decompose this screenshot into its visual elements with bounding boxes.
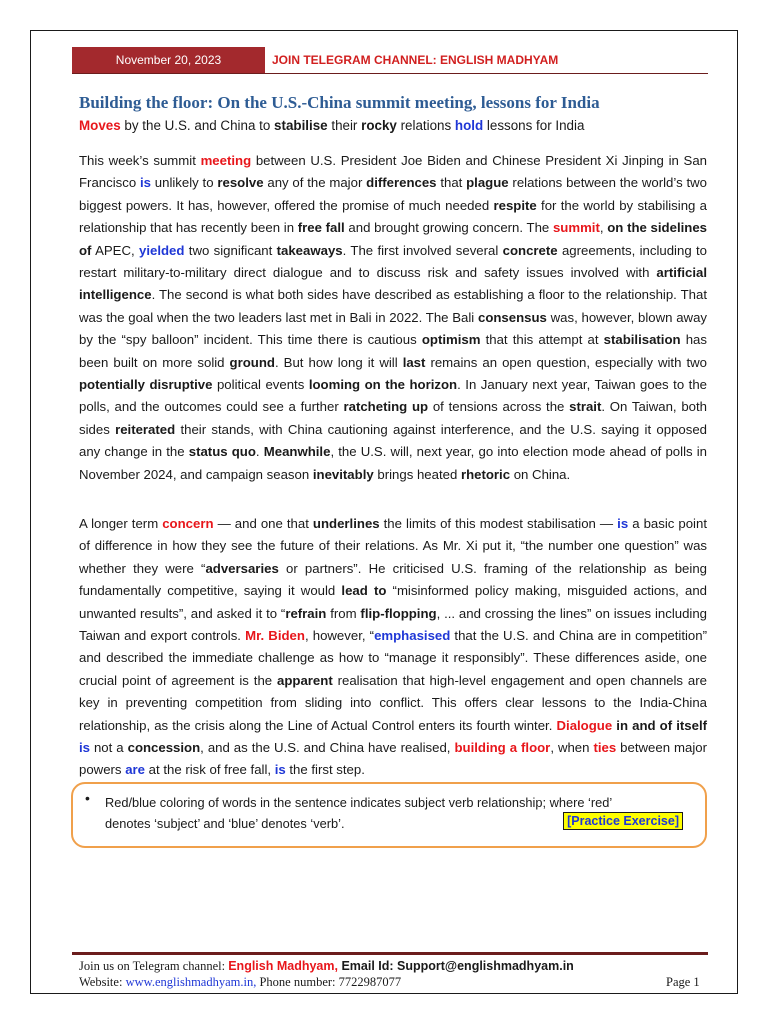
key-word: optimism	[421, 332, 481, 348]
footer-telegram-prefix: Join us on Telegram channel:	[79, 959, 229, 973]
footer-website-link[interactable]: www.englishmadhyam.in,	[125, 975, 257, 989]
subject-word: Moves	[79, 118, 121, 133]
key-word: resolve	[217, 175, 264, 191]
key-word: rhetoric	[460, 466, 511, 482]
key-word: differences	[366, 175, 437, 191]
verb-word: is	[79, 740, 90, 756]
key-word: on the sidelines of	[79, 220, 708, 258]
key-word: rocky	[361, 118, 397, 133]
header-bar	[72, 47, 708, 74]
footer-website-prefix: Website:	[79, 975, 126, 989]
key-word: artificial intelligence	[79, 265, 707, 303]
key-word: consensus	[477, 309, 547, 325]
key-word: status quo	[188, 444, 256, 460]
key-word: respite	[493, 197, 537, 213]
key-word: adversaries	[205, 560, 279, 576]
verb-word: are	[125, 762, 145, 778]
article-title: Building the floor: On the U.S.-China summit meeting, lessons for India	[79, 93, 600, 112]
practice-exercise-badge: [Practice Exercise]	[563, 812, 683, 830]
key-word: stabilise	[274, 118, 328, 133]
verb-word: yielded	[138, 242, 185, 258]
note-text: Red/blue coloring of words in the sentence indicates subject verb relationship; where ‘red’ denotes ‘subject’ and ‘blue’ denotes ‘verb’.	[105, 795, 612, 831]
subject-word: meeting	[200, 153, 252, 168]
key-word: Meanwhile	[263, 444, 331, 460]
key-word: reiterated	[115, 421, 176, 437]
key-word: takeaways	[276, 242, 343, 258]
key-word: free fall	[297, 220, 345, 236]
key-word: in and of itself	[616, 717, 707, 733]
key-word: last	[402, 354, 426, 370]
key-word: strait	[569, 399, 602, 415]
footer-email: Email Id: Support@englishmadhyam.in	[337, 959, 574, 973]
verb-word: is	[274, 762, 286, 778]
verb-word: emphasised	[374, 628, 451, 644]
footer-channel-name: English Madhyam,	[228, 959, 338, 973]
subject-word: Dialogue	[556, 717, 613, 733]
subject-word: summit	[552, 220, 600, 236]
subject-word: Mr. Biden	[245, 628, 305, 644]
page-number: Page 1	[666, 975, 700, 989]
key-word: underlines	[312, 516, 380, 531]
subject-word: ties	[593, 740, 617, 756]
key-word: apparent	[277, 672, 333, 688]
note-box	[71, 782, 707, 848]
date-label: November 20, 2023	[72, 47, 265, 73]
footer-website-line	[79, 975, 401, 990]
key-word: lead to	[341, 583, 387, 599]
key-word: flip-flopping	[360, 605, 437, 621]
verb-word: hold	[454, 118, 484, 133]
subject-word: concern	[162, 516, 214, 531]
footer-divider	[72, 952, 708, 955]
note-bullet: •	[85, 790, 90, 806]
key-word: inevitably	[312, 466, 374, 482]
article-paragraph-2: A longer term concern — and one that underlines the limits of this modest stabilisation — is a basic point of difference in how they see the future of their relations. As Mr. Xi put it, “the number one question” was whether they were “adversaries or partners”. He criticised U.S. framing of the relationship as being fundamentally competitive, saying it would lead to “misinformed policy making, misguided actions, and unwanted results”, and asked it to “refrain from flip-flopping, ... and crossing the lines” on issues including Taiwan and export controls. Mr. Biden, however, “emphasised that the U.S. and China are in competition” and described the immediate challenge as how to “manage it responsibly”. These differences aside, one crucial point of agreement is the apparent realisation that high-level engagement and open channels are key in preventing competition from sliding into conflict. This offers clear lessons to the India-China relationship, as the crisis along the Line of Actual Control enters its fourth winter. Dialogue in and of itself is not a concession, and as the U.S. and China have realised, building a floor, when ties between major powers are at the risk of free fall, is the first step.	[79, 516, 708, 778]
article-paragraph-1: This week’s summit meeting between U.S. President Joe Biden and Chinese President Xi Jinping in San Francisco is unlikely to resolve any of the major differences that plague relations between the world’s two biggest powers. It has, however, offered the promise of much needed respite for the world by stabilising a relationship that has recently been in free fall and brought growing concern. The summit, on the sidelines of APEC, yielded two significant takeaways. The first involved several concrete agreements, including to restart military-to-military direct dialogue and to discuss risk and safety issues involved with artificial intelligence. The second is what both sides have described as establishing a floor to the relationship. That was the goal when the two leaders last met in Bali in 2022. The Bali consensus was, however, blown away by the “spy balloon” incident. This time there is cautious optimism that this attempt at stabilisation has been built on more solid ground. But how long it will last remains an open question, especially with two potentially disruptive political events looming on the horizon. In January next year, Taiwan goes to the polls, and the outcomes could see a further ratcheting up of tensions across the strait. On Taiwan, both sides reiterated their stands, with China cautioning against interference, and the U.S. saying it opposed any change in the status quo. Meanwhile, the U.S. will, next year, go into election mode ahead of polls in November 2024, and campaign season inevitably brings heated rhetoric on China.	[79, 153, 708, 482]
telegram-channel-banner: JOIN TELEGRAM CHANNEL: ENGLISH MADHYAM	[272, 53, 559, 67]
footer-phone: Phone number: 7722987077	[256, 975, 402, 989]
key-word: ground	[229, 354, 275, 370]
footer-contact-line	[79, 959, 574, 974]
article-subtitle: Moves by the U.S. and China to stabilise their rocky relations hold lessons for India	[79, 118, 585, 133]
key-word: stabilisation	[603, 332, 681, 348]
verb-word: is	[617, 516, 629, 531]
key-word: looming on the horizon	[308, 377, 458, 393]
key-word: concession	[127, 740, 201, 756]
key-word: ratcheting up	[343, 399, 429, 415]
key-word: potentially disruptive	[79, 377, 213, 393]
subject-word: building a floor	[454, 740, 551, 756]
verb-word: is	[139, 175, 151, 191]
key-word: concrete	[502, 242, 558, 258]
key-word: plague	[466, 175, 509, 191]
key-word: refrain	[285, 605, 327, 621]
